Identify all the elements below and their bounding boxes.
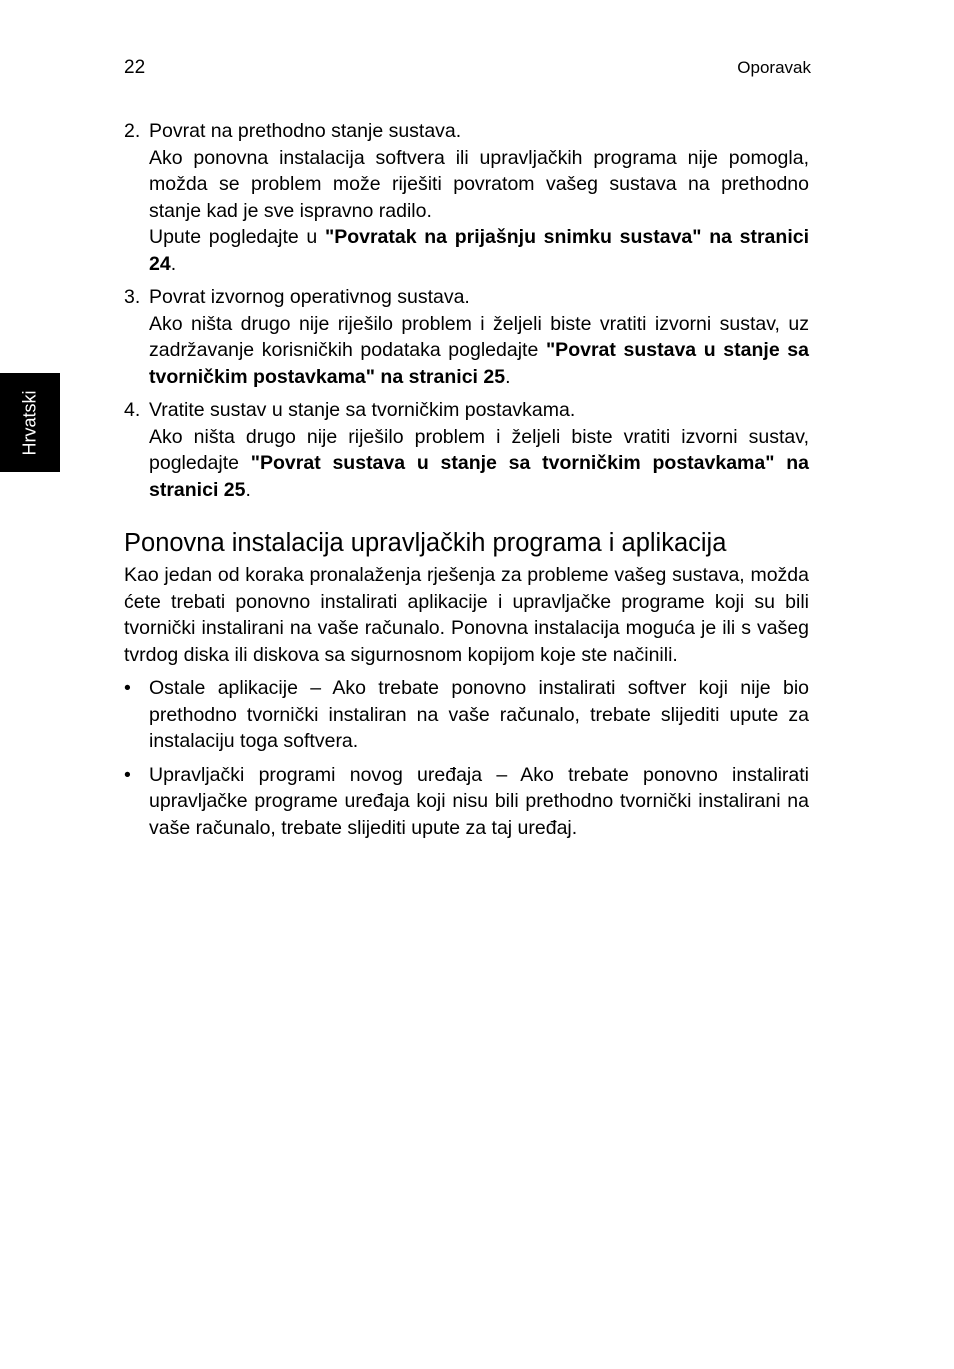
bullet-marker: • [124,677,131,699]
bullet-marker: • [124,763,131,786]
reference-link-text: "Povrat sustava u stanje sa tvorničkim postavkama" na stranici 25 [149,339,809,388]
step-title: Povrat na prethodno stanje sustava. [149,120,462,142]
reference-prefix: Ako ništa drugo nije riješilo problem i željeli biste vratiti izvorni sustav, uz zadržavanje korisničkih podataka pogledajte [149,312,809,361]
page-content [124,118,809,841]
step-paragraph: Ako ponovna instalacija softvera ili upravljačkih programa nije pomogla, možda se problem može riješiti povratom vašeg sustava na prethodno stanje kad je sve ispravno radilo. [149,146,809,222]
step-body [149,118,809,277]
bullet-item [124,762,809,842]
bullet-text: Upravljački programi novog uređaja – Ako trebate ponovno instalirati upravljačke programe uređaja koji nisu bili prethodno tvornički instalirani na vaše računalo, trebate slijediti upute za taj uređaj. [149,763,809,839]
step-4 [124,397,809,503]
language-tab-label: Hrvatski [19,390,40,456]
bullet-item [124,675,809,755]
step-title: Vratite sustav u stanje sa tvorničkim postavkama. [149,399,576,421]
step-reference [149,224,809,277]
reference-prefix: Upute pogledajte u [149,226,325,248]
reference-suffix: . [170,252,177,275]
reference-link-text: "Povratak na prijašnju snimku sustava" na stranici 24 [149,226,809,275]
step-2 [124,118,809,277]
reference-prefix: Ako ništa drugo nije riješilo problem i željeli biste vratiti izvorni sustav, pogledajte [149,425,809,474]
section-intro: Kao jedan od koraka pronalaženja rješenja za probleme vašeg sustava, možda ćete trebati ponovno instalirati aplikacije i upravljačke programe koji su bili tvornički instalirani na vaše računalo. Ponovna instalacija moguća je ili s vašeg tvrdog diska ili diskova sa sigurnosnom kopijom koje ste načinili. [124,564,809,666]
step-reference [149,311,809,391]
step-3 [124,284,809,390]
section-heading: Ponovna instalacija upravljačkih programa i aplikacija [124,529,727,557]
running-header-title: Oporavak [737,58,811,77]
step-title: Povrat izvornog operativnog sustava. [149,286,470,308]
page-number: 22 [124,57,146,78]
reference-suffix: . [505,365,511,388]
step-reference [149,424,809,504]
step-body [149,397,809,503]
language-side-tab [0,373,60,472]
step-body [149,284,809,390]
step-number: 4. [124,399,141,421]
step-number: 2. [124,120,141,142]
step-number: 3. [124,286,141,308]
bullet-text: Ostale aplikacije – Ako trebate ponovno instalirati softver koji nije bio prethodno tvornički instaliran na vaše računalo, trebate slijediti upute za instalaciju toga softvera. [149,677,809,752]
reference-link-text: "Povrat sustava u stanje sa tvorničkim postavkama" na stranici 25 [149,452,809,501]
reference-suffix: . [245,478,251,501]
